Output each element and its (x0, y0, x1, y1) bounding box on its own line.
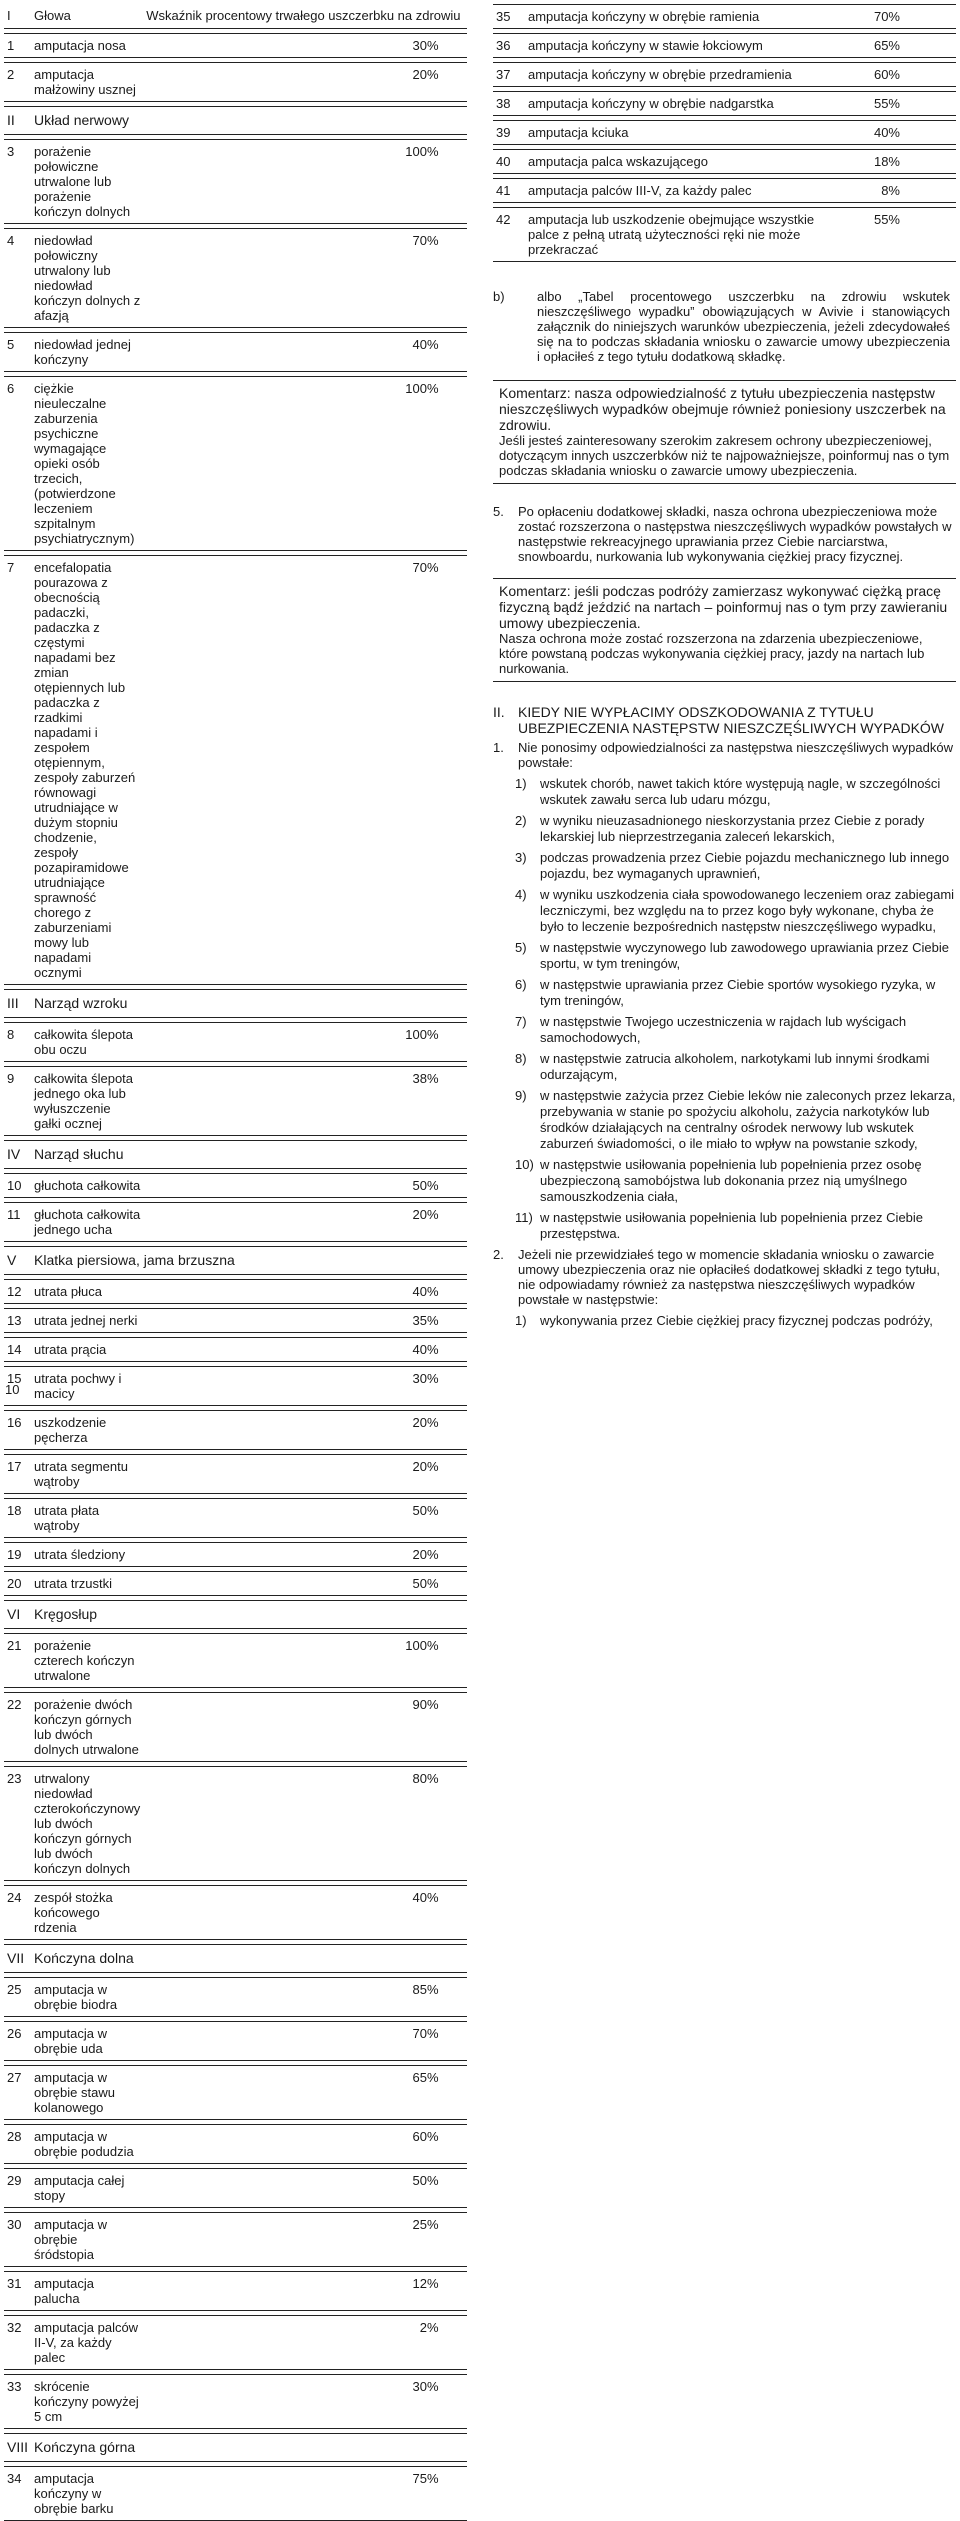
table-row (4, 1280, 467, 1304)
item-number: 10) (515, 1157, 534, 1172)
list-item (515, 1014, 956, 1046)
row-number: 9 (4, 1067, 31, 1136)
point-2-list (493, 1313, 956, 1329)
section-heading (493, 704, 956, 736)
injury-percentage: 90% (143, 1693, 466, 1762)
row-number: 38 (493, 92, 525, 116)
item-text: wykonywania przez Ciebie ciężkiej pracy fizycznej podczas podróży, (540, 1313, 933, 1328)
injury-percentage: 100% (143, 377, 466, 551)
table-row (493, 5, 956, 29)
section-number: V (4, 1247, 31, 1275)
section-row (4, 2434, 467, 2462)
comment-box-2 (493, 578, 956, 682)
injury-description: utrata płata wątroby (31, 1499, 143, 1538)
item-number: 9) (515, 1088, 527, 1103)
section-title: Narząd wzroku (31, 990, 467, 1018)
injury-percentage: 70% (143, 229, 466, 328)
item-text: w następstwie zatrucia alkoholem, narkotykami lub innymi środkami odurzającym, (540, 1051, 930, 1082)
row-number: 28 (4, 2125, 31, 2164)
section-row (4, 1945, 467, 1973)
point-1 (493, 740, 956, 770)
table-row (4, 1543, 467, 1567)
injury-percentage: 8% (827, 179, 956, 203)
table-row (493, 121, 956, 145)
item-text: w następstwie usiłowania popełnienia lub popełnienia przez Ciebie przestępstwa. (540, 1210, 924, 1241)
injury-percentage-table (4, 4, 467, 2521)
injury-percentage: 85% (143, 1978, 466, 2017)
point-text: Nie ponosimy odpowiedzialności za następstwa nieszczęśliwych wypadków powstałe: (518, 740, 953, 770)
injury-description: całkowita ślepota jednego oka lub wyłuszczenie gałki ocznej (31, 1067, 143, 1136)
row-number: 30 (4, 2213, 31, 2267)
row-number: 14 (4, 1338, 31, 1362)
list-item (515, 1210, 956, 1242)
item-text: w następstwie Twojego uczestniczenia w rajdach lub wyścigach samochodowych, (540, 1014, 907, 1045)
item-number: 6) (515, 977, 527, 992)
comment-box (493, 380, 956, 484)
injury-description: porażenie połowiczne utrwalone lub porażenie kończyn dolnych (31, 140, 143, 224)
injury-percentage: 20% (143, 1455, 466, 1494)
injury-percentage-table-continued (493, 4, 956, 262)
injury-description: amputacja nosa (31, 34, 143, 58)
injury-description: amputacja w obrębie śródstopia (31, 2213, 143, 2267)
table-row (4, 1338, 467, 1362)
injury-description: amputacja palucha (31, 2272, 143, 2311)
injury-percentage: 65% (143, 2066, 466, 2120)
table-row (4, 556, 467, 985)
table-row (4, 1367, 467, 1406)
row-number: 12 (4, 1280, 31, 1304)
section-title: Narząd słuchu (31, 1141, 467, 1169)
row-number: 36 (493, 34, 525, 58)
row-number: 26 (4, 2022, 31, 2061)
injury-description: amputacja palca wskazującego (525, 150, 827, 174)
injury-description: amputacja w obrębie stawu kolanowego (31, 2066, 143, 2120)
list-item (515, 813, 956, 845)
injury-description: głuchota całkowita jednego ucha (31, 1203, 143, 1242)
item-number: 7) (515, 1014, 527, 1029)
list-item (515, 776, 956, 808)
injury-percentage: 2% (143, 2316, 466, 2370)
section-row (4, 990, 467, 1018)
injury-percentage: 18% (827, 150, 956, 174)
item-number: 5) (515, 940, 527, 955)
section-title: Kończyna dolna (31, 1945, 467, 1973)
section-number: II. (493, 704, 505, 720)
list-item (515, 940, 956, 972)
left-column (4, 4, 461, 2521)
injury-percentage: 30% (143, 2375, 466, 2429)
option-b (493, 289, 950, 364)
row-number: 5 (4, 333, 31, 372)
table-row (4, 2272, 467, 2311)
option-text: albo „Tabel procentowego uszczerbku na zdrowiu wskutek nieszczęśliwego wypadku” obowiązujących w Avivie i stanowiących załącznik do niniejszych warunków ubezpieczenia, jeżeli zdecydowałeś się na to podczas składania wniosku o zawarcie umowy ubezpieczenia i opłaciłeś z tego tytułu dodatkową składkę. (537, 289, 950, 364)
table-row (4, 63, 467, 102)
item-number: 1) (515, 776, 527, 791)
injury-percentage: 100% (143, 1023, 466, 1062)
row-number: 19 (4, 1543, 31, 1567)
paragraph-5 (493, 504, 956, 564)
table-row (4, 1067, 467, 1136)
injury-description: amputacja kończyny w stawie łokciowym (525, 34, 827, 58)
row-number: 29 (4, 2169, 31, 2208)
section-number: VIII (4, 2434, 31, 2462)
table-header (4, 4, 467, 29)
table-row (4, 1978, 467, 2017)
injury-percentage: 75% (143, 2467, 466, 2521)
injury-description: zespół stożka końcowego rdzenia (31, 1886, 143, 1940)
injury-description: ciężkie nieuleczalne zaburzenia psychiczne wymagające opieki osób trzecich, (potwierdzone leczeniem szpitalnym psychiatrycznym) (31, 377, 143, 551)
injury-description: porażenie dwóch kończyn górnych lub dwóch dolnych utrwalone (31, 1693, 143, 1762)
injury-description: porażenie czterech kończyn utrwalone (31, 1634, 143, 1688)
point-text: Jeżeli nie przewidziałeś tego w momencie składania wniosku o zawarcie umowy ubezpieczenia oraz nie opłaciłeś dodatkowej składki z tego tytułu, nie odpowiadamy również za następstwa nieszczęśliwych wypadków powstałe w następstwie: (518, 1247, 941, 1307)
row-number: 21 (4, 1634, 31, 1688)
injury-percentage: 20% (143, 1411, 466, 1450)
table-row (4, 2467, 467, 2521)
table-row (4, 1634, 467, 1688)
list-item (515, 1088, 956, 1152)
injury-percentage: 20% (143, 1203, 466, 1242)
injury-description: utrwalony niedowład czterokończynowy lub dwóch kończyn górnych lub dwóch kończyn dolnych (31, 1767, 143, 1881)
item-text: wskutek chorób, nawet takich które występują nagle, w szczególności wskutek zawału serca lub udaru mózgu, (540, 776, 941, 807)
list-item (515, 887, 956, 935)
injury-description: utrata segmentu wątroby (31, 1455, 143, 1494)
row-number: 8 (4, 1023, 31, 1062)
injury-description: utrata śledziony (31, 1543, 143, 1567)
row-number: 6 (4, 377, 31, 551)
injury-percentage: 40% (143, 1338, 466, 1362)
section-title: Klatka piersiowa, jama brzuszna (31, 1247, 467, 1275)
row-number: 27 (4, 2066, 31, 2120)
item-number: 3) (515, 850, 527, 865)
injury-description: głuchota całkowita (31, 1174, 143, 1198)
table-row (4, 2125, 467, 2164)
injury-description: utrata pochwy i macicy (31, 1367, 143, 1406)
exclusions-list (493, 776, 956, 1242)
table-row (493, 63, 956, 87)
injury-description: skrócenie kończyny powyżej 5 cm (31, 2375, 143, 2429)
injury-percentage: 40% (827, 121, 956, 145)
section-number: VI (4, 1601, 31, 1629)
injury-percentage: 50% (143, 1174, 466, 1198)
injury-percentage: 30% (143, 1367, 466, 1406)
row-number: 41 (493, 179, 525, 203)
table-row (4, 229, 467, 328)
table-row (4, 1886, 467, 1940)
table-row (493, 208, 956, 262)
section-number: III (4, 990, 31, 1018)
table-row (4, 1174, 467, 1198)
item-number: 4) (515, 887, 527, 902)
section-title: Kręgosłup (31, 1601, 467, 1629)
injury-percentage: 100% (143, 1634, 466, 1688)
section-row (4, 1247, 467, 1275)
injury-percentage: 50% (143, 2169, 466, 2208)
row-number: 11 (4, 1203, 31, 1242)
injury-description: utrata jednej nerki (31, 1309, 143, 1333)
injury-percentage: 20% (143, 63, 466, 102)
row-number: 20 (4, 1572, 31, 1596)
injury-percentage: 40% (143, 1280, 466, 1304)
row-number: 24 (4, 1886, 31, 1940)
injury-description: amputacja w obrębie biodra (31, 1978, 143, 2017)
table-row (4, 1203, 467, 1242)
injury-percentage: 70% (827, 5, 956, 29)
row-number: 33 (4, 2375, 31, 2429)
injury-description: amputacja lub uszkodzenie obejmujące wszystkie palce z pełną utratą użyteczności ręki nie może przekraczać (525, 208, 827, 262)
table-row (4, 1023, 467, 1062)
injury-description: uszkodzenie pęcherza (31, 1411, 143, 1450)
injury-description: amputacja w obrębie podudzia (31, 2125, 143, 2164)
comment-heading: Komentarz: nasza odpowiedzialność z tytułu ubezpieczenia następstw nieszczęśliwych wypadków obejmuje również poniesiony uszczerbek na zdrowiu. (499, 385, 946, 433)
item-text: w następstwie zażycia przez Ciebie leków nie zaleconych przez lekarza, przebywania w stanie po spożyciu alkoholu, zażycia narkotyków lub środków działających na centralny ośrodek nerwowy lub wskutek zaburzeń świadomości, o ile miało to wpływ na powstanie szkody, (540, 1088, 956, 1151)
row-number: 32 (4, 2316, 31, 2370)
row-number: 39 (493, 121, 525, 145)
table-row (4, 1499, 467, 1538)
injury-percentage: 50% (143, 1499, 466, 1538)
injury-description: niedowład jednej kończyny (31, 333, 143, 372)
section-title: Głowa (31, 4, 143, 29)
injury-description: amputacja kończyny w obrębie ramienia (525, 5, 827, 29)
injury-percentage: 65% (827, 34, 956, 58)
injury-description: całkowita ślepota obu oczu (31, 1023, 143, 1062)
section-number: VII (4, 1945, 31, 1973)
item-text: w następstwie uprawiania przez Ciebie sportów wysokiego ryzyka, w tym treningów, (540, 977, 936, 1008)
injury-percentage: 20% (143, 1543, 466, 1567)
paragraph-number: 5. (493, 504, 504, 519)
table-row (4, 2316, 467, 2370)
injury-percentage: 55% (827, 208, 956, 262)
row-number: 40 (493, 150, 525, 174)
item-text: w wyniku uszkodzenia ciała spowodowanego leczeniem oraz zabiegami leczniczymi, bez względu na to przez kogo były wykonane, chyba że było to leczenie bezpośrednich następstw nieszczęśliwego wypadku, (540, 887, 955, 934)
table-row (4, 1767, 467, 1881)
row-number: 35 (493, 5, 525, 29)
comment-text: Nasza ochrona może zostać rozszerzona na zdarzenia ubezpieczeniowe, które powstaną podczas wykonywania ciężkiej pracy, jazdy na nartach lub nurkowania. (499, 631, 925, 676)
injury-description: amputacja palców III-V, za każdy palec (525, 179, 827, 203)
row-number: 31 (4, 2272, 31, 2311)
injury-description: amputacja małżowiny usznej (31, 63, 143, 102)
injury-description: amputacja w obrębie uda (31, 2022, 143, 2061)
injury-percentage: 40% (143, 1886, 466, 1940)
point-number: 2. (493, 1247, 504, 1262)
table-row (4, 1411, 467, 1450)
table-row (4, 1693, 467, 1762)
row-number: 25 (4, 1978, 31, 2017)
list-item (515, 977, 956, 1009)
item-number: 11) (515, 1210, 533, 1225)
injury-percentage: 38% (143, 1067, 466, 1136)
row-number: 4 (4, 229, 31, 328)
row-number: 10 (4, 1174, 31, 1198)
row-number: 2 (4, 63, 31, 102)
table-row (4, 140, 467, 224)
injury-description: amputacja kończyny w obrębie barku (31, 2467, 143, 2521)
section-row (4, 1601, 467, 1629)
row-number: 23 (4, 1767, 31, 1881)
row-number: 18 (4, 1499, 31, 1538)
point-2 (493, 1247, 956, 1307)
table-row (493, 150, 956, 174)
point-number: 1. (493, 740, 504, 755)
row-number: 1 (4, 34, 31, 58)
injury-description: amputacja kończyny w obrębie przedramienia (525, 63, 827, 87)
injury-percentage: 70% (143, 2022, 466, 2061)
table-row (4, 2213, 467, 2267)
item-text: w wyniku nieuzasadnionego nieskorzystania przez Ciebie z porady lekarskiej lub nieprzestrzegania zaleceń lekarskich, (540, 813, 925, 844)
list-item (515, 850, 956, 882)
comment-heading: Komentarz: jeśli podczas podróży zamierzasz wykonywać ciężką pracę fizyczną bądź jeździć na nartach – poinformuj nas o tym przy zawieraniu umowy ubezpieczenia. (499, 583, 948, 631)
list-item (515, 1313, 956, 1329)
right-column (493, 4, 956, 1334)
table-row (4, 1309, 467, 1333)
paragraph-text: Po opłaceniu dodatkowej składki, nasza ochrona ubezpieczeniowa może zostać rozszerzona o następstwa nieszczęśliwych wypadków powstałych w następstwie rekreacyjnego uprawiania przez Ciebie narciarstwa, snowboardu, nurkowania lub wykonywania ciężkiej pracy fizycznej. (518, 504, 952, 564)
section-row (4, 1141, 467, 1169)
injury-percentage: 60% (827, 63, 956, 87)
table-row (4, 377, 467, 551)
option-label: b) (493, 289, 505, 304)
table-row (4, 2375, 467, 2429)
section-row (4, 107, 467, 135)
injury-percentage: 100% (143, 140, 466, 224)
table-row (4, 1455, 467, 1494)
section-title: Układ nerwowy (31, 107, 467, 135)
item-number: 8) (515, 1051, 527, 1066)
row-number: 16 (4, 1411, 31, 1450)
injury-percentage: 55% (827, 92, 956, 116)
injury-percentage: 50% (143, 1572, 466, 1596)
injury-percentage: 30% (143, 34, 466, 58)
section-number: I (4, 4, 31, 29)
table-row (493, 92, 956, 116)
table-row (4, 2022, 467, 2061)
section-number: II (4, 107, 31, 135)
row-number: 15 (4, 1367, 31, 1406)
section-title: KIEDY NIE WYPŁACIMY ODSZKODOWANIA Z TYTUŁU UBEZPIECZENIA NASTĘPSTW NIESZCZĘŚLIWYCH WYPADKÓW (518, 704, 945, 736)
item-number: 2) (515, 813, 527, 828)
row-number: 3 (4, 140, 31, 224)
injury-percentage: 40% (143, 333, 466, 372)
injury-percentage: 25% (143, 2213, 466, 2267)
injury-percentage: 80% (143, 1767, 466, 1881)
injury-percentage: 70% (143, 556, 466, 985)
row-number: 22 (4, 1693, 31, 1762)
row-number: 17 (4, 1455, 31, 1494)
section-number: IV (4, 1141, 31, 1169)
injury-description: amputacja kciuka (525, 121, 827, 145)
table-row (4, 2066, 467, 2120)
item-text: podczas prowadzenia przez Ciebie pojazdu mechanicznego lub innego pojazdu, bez wymaganych uprawnień, (540, 850, 950, 881)
table-row (493, 179, 956, 203)
table-row (4, 1572, 467, 1596)
row-number: 13 (4, 1309, 31, 1333)
injury-percentage: 35% (143, 1309, 466, 1333)
table-row (4, 2169, 467, 2208)
injury-description: amputacja całej stopy (31, 2169, 143, 2208)
item-number: 1) (515, 1313, 527, 1328)
table-row (4, 333, 467, 372)
row-number: 42 (493, 208, 525, 262)
table-row (4, 34, 467, 58)
injury-percentage: 60% (143, 2125, 466, 2164)
percentage-heading: Wskaźnik procentowy trwałego uszczerbku na zdrowiu (143, 4, 466, 29)
injury-description: utrata trzustki (31, 1572, 143, 1596)
list-item (515, 1157, 956, 1205)
row-number: 37 (493, 63, 525, 87)
injury-percentage: 12% (143, 2272, 466, 2311)
injury-description: amputacja kończyny w obrębie nadgarstka (525, 92, 827, 116)
item-text: w następstwie usiłowania popełnienia lub popełnienia przez osobę ubezpieczoną samobójstwa lub dokonania przez nią umyślnego samouszkodzenia ciała, (540, 1157, 922, 1204)
injury-description: utrata płuca (31, 1280, 143, 1304)
list-item (515, 1051, 956, 1083)
injury-description: amputacja palców II-V, za każdy palec (31, 2316, 143, 2370)
row-number: 7 (4, 556, 31, 985)
comment-text: Jeśli jesteś zainteresowany szerokim zakresem ochrony ubezpieczeniowej, dotyczącym innych uszczerbków niż te najpoważniejsze, poinformuj nas o tym podczas składania wniosku o zawarcie umowy ubezpieczenia. (499, 433, 950, 478)
section-title: Kończyna górna (31, 2434, 467, 2462)
table-row (493, 34, 956, 58)
page-number: 10 (5, 1382, 20, 1397)
item-text: w następstwie wyczynowego lub zawodowego uprawiania przez Ciebie sportu, w tym treningów, (540, 940, 949, 971)
injury-description: niedowład połowiczny utrwalony lub niedowład kończyn dolnych z afazją (31, 229, 143, 328)
row-number: 34 (4, 2467, 31, 2521)
injury-description: utrata prącia (31, 1338, 143, 1362)
injury-description: encefalopatia pourazowa z obecnością padaczki, padaczka z częstymi napadami bez zmian otępiennych lub padaczka z rzadkimi napadami i zespołem otępiennym, zespoły zaburzeń równowagi utrudniające w dużym stopniu chodzenie, zespoły pozapiramidowe utrudniające sprawność chorego z zaburzeniami mowy lub napadami ocznymi (31, 556, 143, 985)
